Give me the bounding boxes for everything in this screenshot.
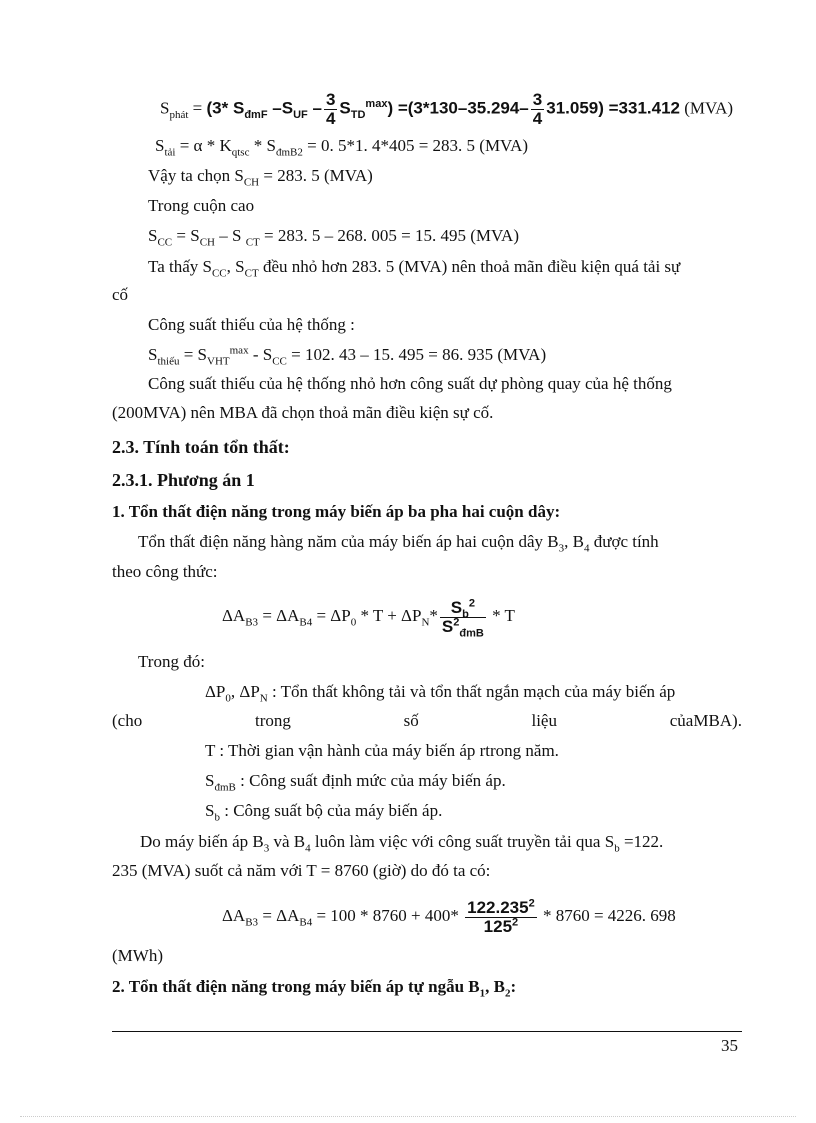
page-number: 35 bbox=[721, 1036, 738, 1055]
formula-s-phat: $S_{phát} = (3*$ $S_{đmF}$ $-S_{UF}$ – $\frac{3}{4}$ $S_{TD}^{max}) =(3*130-35.294-$ $\frac{3}{4}$ 31.059) =331.412 (MVA) bbox=[160, 90, 734, 128]
formula-s-tai: $S_{tải} = \alpha * K_{qtsc} * S_{đmB2} = 0$. 5*1. 4*405 = 283. 5 (MVA) bbox=[155, 136, 529, 159]
formula-scc: $S_{CC} = S_{CH} - S$ $_{CT}$ = 283. 5 – 268. 005 = 15. 495 (MVA) bbox=[148, 226, 519, 249]
formula-delta-a-2: $\Delta A_{B3} = \Delta A_{B4} = 100 * 8760 + 400*$ $\frac{122.235^2}{125^2}$ * 8760 = 4226. 698 bbox=[222, 896, 676, 936]
text-trong-cuon-cao: Trong cuộn cao bbox=[148, 196, 255, 215]
heading-ton-that-tu-ngau: 2. Tổn thất điện năng trong máy biến áp tự ngẫu $B_1$, $B_2$: bbox=[112, 977, 517, 1000]
text-cong-suat-thieu: Công suất thiếu của hệ thống : bbox=[148, 315, 355, 334]
text-chon-sch: Vậy ta chọn $S_{CH} = 283$. 5 (MVA) bbox=[148, 166, 373, 189]
text-sdmb: $S_{đmB}$ : Công suất định mức của máy biến áp. bbox=[205, 771, 506, 794]
text-ta-thay: Ta thấy $S_{CC}$, $S_{CT}$ đều nhỏ hơn 283. 5 (MVA) nên thoả mãn điều kiện quá tải sự bbox=[148, 257, 681, 280]
heading-ton-that-hai-cuon: 1. Tổn thất điện năng trong máy biến áp ba pha hai cuộn dây: bbox=[112, 502, 561, 521]
text-do-may-bien-ap: Do máy biến áp $B_3$ và $B_4$ luôn làm việc với công suất truyền tải qua $S_b =122$. bbox=[140, 832, 664, 855]
text-co: cố bbox=[112, 285, 129, 304]
footer-rule bbox=[112, 1031, 742, 1032]
text-theo-cong-thuc: theo công thức: bbox=[112, 562, 218, 581]
formula-s-thieu: $S_{thiếu} = S_{VHT}^{max} - S_{CC} = 102$. 43 – 15. 495 = 86. 935 (MVA) bbox=[148, 344, 547, 368]
text-trong-do: Trong đó: bbox=[138, 652, 205, 671]
heading-2-3-1: 2.3.1. Phương án 1 bbox=[112, 470, 255, 490]
text-cong-suat-thieu-nho: Công suất thiếu của hệ thống nhỏ hơn công suất dự phòng quay của hệ thống bbox=[148, 374, 672, 393]
text-sb: $S_b$ : Công suất bộ của máy biến áp. bbox=[205, 801, 443, 824]
text-ton-that-hang-nam: Tổn thất điện năng hàng năm của máy biến áp hai cuộn dây $B_3$, $B_4$ được tính bbox=[138, 532, 659, 555]
formula-delta-a-1: $\Delta A_{B3} = \Delta A_{B4} = \Delta P_0 * T + \Delta P_N*$ $\frac{S_b^2}{S^2_{đmB}}$ * T bbox=[222, 596, 515, 639]
text-t-thoi-gian: T : Thời gian vận hành của máy biến áp rtrong năm. bbox=[205, 741, 559, 760]
text-200mva: (200MVA) nên MBA đã chọn thoả mãn điều kiện sự cố. bbox=[112, 403, 494, 422]
text-dp0-dpn: $\Delta P_0$, $\Delta P_N$ : Tổn thất không tải và tổn thất ngắn mạch của máy biến áp bbox=[205, 682, 676, 705]
text-235-mva: 235 (MVA) suốt cả năm với T = 8760 (giờ) do đó ta có: bbox=[112, 861, 491, 880]
page-edge-dots bbox=[20, 1116, 796, 1117]
text-mwh: (MWh) bbox=[112, 946, 163, 965]
heading-2-3: 2.3. Tính toán tổn thất: bbox=[112, 437, 290, 457]
text-cho-trong-so-lieu: (cho trong số liệu củaMBA). bbox=[112, 711, 742, 730]
